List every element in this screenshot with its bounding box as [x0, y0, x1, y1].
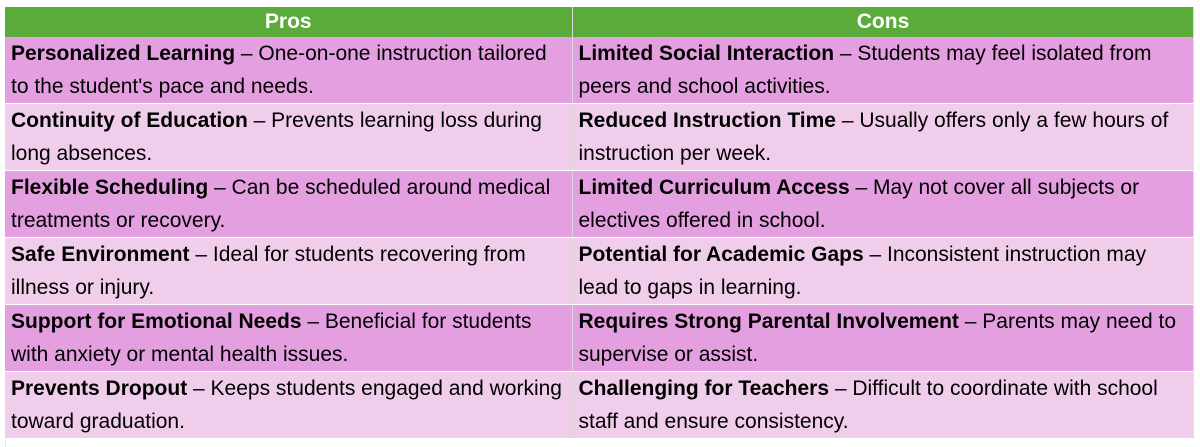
pro-cell[interactable] — [5, 171, 572, 238]
con-cell[interactable] — [572, 171, 1194, 238]
pro-title: Continuity of Education — [11, 109, 248, 132]
con-cell[interactable] — [572, 238, 1194, 305]
pro-title: Personalized Learning — [11, 42, 236, 65]
pro-description: – One-on-one instruction tailored to the student's pace and needs. — [11, 42, 547, 98]
con-title: Limited Curriculum Access — [578, 176, 850, 199]
pro-cell[interactable] — [5, 104, 572, 171]
con-description: – Students may feel isolated from peers and school activities. — [578, 42, 1152, 98]
pro-description: – Beneficial for students with anxiety or mental health issues. — [11, 310, 532, 366]
con-description: – Difficult to coordinate with school staff and ensure consistency. — [578, 377, 1158, 433]
con-title: Potential for Academic Gaps — [578, 243, 864, 266]
con-cell[interactable] — [572, 305, 1194, 372]
table-row — [5, 238, 1194, 305]
header-cell-cons[interactable]: Cons — [572, 7, 1194, 37]
con-description: – Parents may need to supervise or assist. — [578, 310, 1177, 366]
pro-cell[interactable] — [5, 305, 572, 372]
pro-cell[interactable] — [5, 372, 572, 439]
table-row — [5, 104, 1194, 171]
con-description: – Inconsistent instruction may lead to gaps in learning. — [578, 243, 1147, 299]
con-title: Reduced Instruction Time — [578, 109, 836, 132]
header-row — [5, 7, 1194, 37]
con-title: Limited Social Interaction — [578, 42, 835, 65]
con-title: Requires Strong Parental Involvement — [578, 310, 959, 333]
pro-cell[interactable] — [5, 238, 572, 305]
con-description: – Usually offers only a few hours of instruction per week. — [578, 109, 1169, 165]
table-row — [5, 171, 1194, 238]
table-row — [5, 305, 1194, 372]
header-cell-pros[interactable]: Pros — [5, 7, 572, 37]
pro-title: Safe Environment — [11, 243, 190, 266]
pro-description: – Can be scheduled around medical treatments or recovery. — [11, 176, 551, 232]
pro-description: – Ideal for students recovering from illness or injury. — [11, 243, 526, 299]
con-description: – May not cover all subjects or electives offered in school. — [578, 176, 1140, 232]
con-cell[interactable] — [572, 372, 1194, 439]
pros-cons-table — [5, 7, 1195, 439]
pro-description: – Keeps students engaged and working toward graduation. — [11, 377, 562, 433]
pro-cell[interactable] — [5, 37, 572, 104]
con-title: Challenging for Teachers — [578, 377, 829, 400]
pro-title: Prevents Dropout — [11, 377, 188, 400]
next-column-edge — [1193, 7, 1200, 439]
pro-description: – Prevents learning loss during long absences. — [11, 109, 542, 165]
table-row — [5, 372, 1194, 439]
con-cell[interactable] — [572, 104, 1194, 171]
table-row — [5, 37, 1194, 104]
pro-title: Flexible Scheduling — [11, 176, 209, 199]
con-cell[interactable] — [572, 37, 1194, 104]
pro-title: Support for Emotional Needs — [11, 310, 302, 333]
